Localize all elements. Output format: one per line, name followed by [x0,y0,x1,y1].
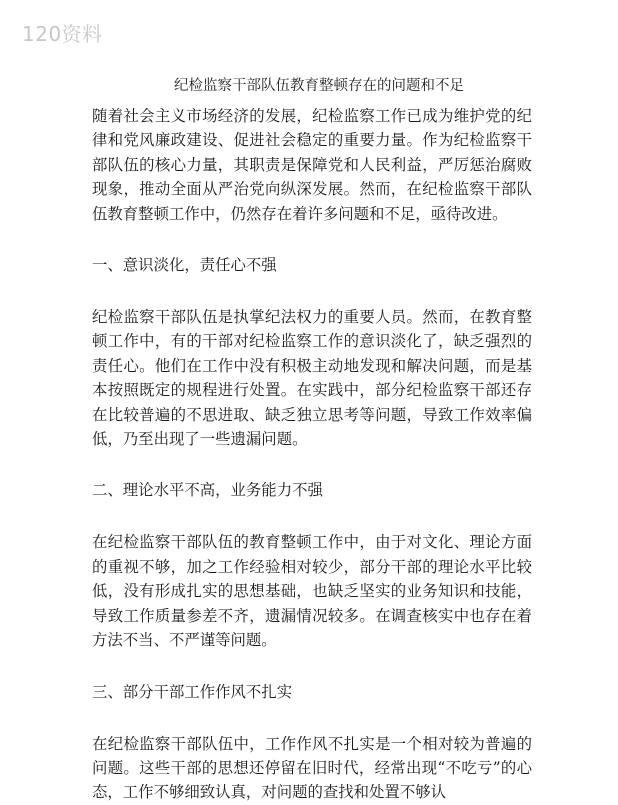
section-3-heading: 三、部分干部工作作风不扎实 [92,682,293,701]
spacer [92,226,532,253]
spacer [92,704,532,732]
document-body [92,76,532,805]
section-1-heading: 一、意识淡化，责任心不强 [92,256,277,275]
spacer [92,502,532,530]
watermark-logo: 120资料 [22,22,103,46]
spacer [92,277,532,305]
section-1-paragraph: 纪检监察干部队伍是执掌纪法权力的重要人员。然而，在教育整顿工作中，有的干部对纪检监察工作的意识淡化了，缺乏强烈的责任心。他们在工作中没有积极主动地发现和解决问题，而是基本按照既定的规程进行处置。在实践中，部分纪检监察干部还存在比较普遍的不思进取、缺乏独立思考等问题，导致工作效率偏低，乃至出现了一些遗漏问题。 [92,308,532,449]
spacer [92,451,532,478]
spacer [92,653,532,680]
section-2-paragraph: 在纪检监察干部队伍的教育整顿工作中，由于对文化、理论方面的重视不够，加之工作经验相对较少，部分干部的理论水平比较低，没有形成扎实的思想基础，也缺乏坚实的业务知识和技能，导致工作质量参差不齐，遗漏情况较多。在调查核实中也存在着方法不当、不严谨等问题。 [92,533,532,650]
document-title: 纪检监察干部队伍教育整顿存在的问题和不足 [174,78,464,94]
section-2-heading: 二、理论水平不高，业务能力不强 [92,481,323,500]
section-3-paragraph: 在纪检监察干部队伍中，工作作风不扎实是一个相对较为普遍的问题。这些干部的思想还停留在旧时代，经常出现“不吃亏”的心态，工作不够细致认真，对问题的查找和处置不够认 [92,734,532,802]
intro-paragraph: 随着社会主义市场经济的发展，纪检监察工作已成为维护党的纪律和党风廉政建设、促进社会稳定的重要力量。作为纪检监察干部队伍的核心力量，其职责是保障党和人民利益，严厉惩治腐败现象，推动全面从严治党向纵深发展。然而，在纪检监察干部队伍教育整顿工作中，仍然存在着许多问题和不足，亟待改进。 [92,107,532,223]
